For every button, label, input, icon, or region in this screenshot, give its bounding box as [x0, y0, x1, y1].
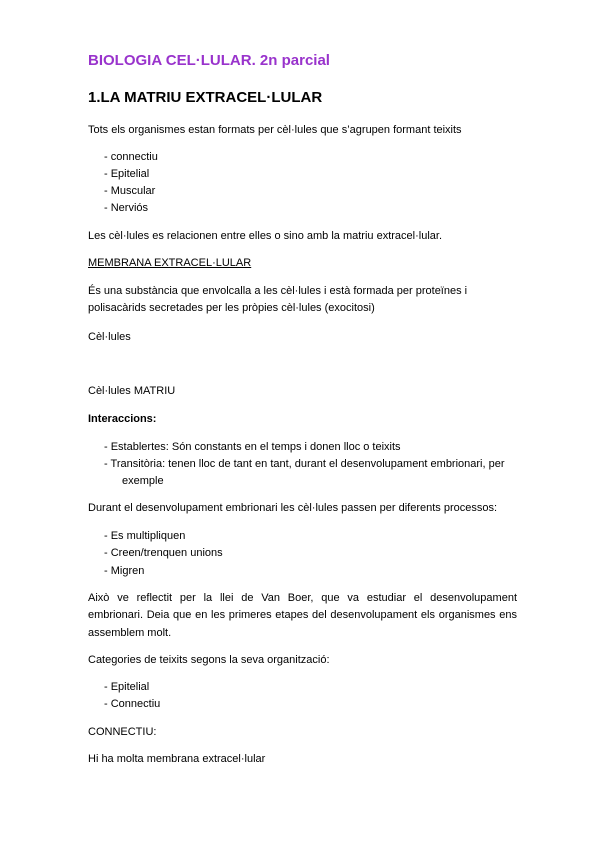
- intro-paragraph: Tots els organismes estan formats per cèl·lules que s’agrupen formant teixits: [88, 124, 462, 136]
- relation-paragraph: Les cèl·lules es relacionen entre elles o sino amb la matriu extracel·lular.: [88, 230, 443, 242]
- membrane-paragraph-line: És una substància que envolcalla a les cèl·lules i està formada per proteïnes i: [88, 285, 468, 297]
- list-item: - Transitòria: tenen lloc de tant en tant, durant el desenvolupament embrionari, per: [104, 458, 505, 470]
- list-item: - connectiu: [104, 151, 158, 163]
- section-title: 1.LA MATRIU EXTRACEL·LULAR: [88, 89, 323, 106]
- list-item: - Connectiu: [104, 698, 161, 710]
- list-item: - Creen/trenquen unions: [104, 547, 223, 559]
- list-item: - Epitelial: [104, 681, 150, 693]
- connective-heading: CONNECTIU:: [88, 726, 157, 738]
- list-item: - Migren: [104, 565, 145, 577]
- categories-paragraph: Categories de teixits segons la seva organització:: [88, 654, 330, 666]
- cells-label: Cèl·lules: [88, 331, 131, 343]
- membrane-paragraph-line: polisacàrids secretades per les pròpies cèl·lules (exocitosi): [88, 302, 375, 314]
- van-boer-paragraph-line: assemblem molt.: [88, 627, 172, 639]
- connective-paragraph: Hi ha molta membrana extracel·lular: [88, 753, 266, 765]
- list-item: - Muscular: [104, 185, 156, 197]
- development-paragraph: Durant el desenvolupament embrionari les cèl·lules passen per diferents processos:: [88, 502, 498, 514]
- list-item: - Nerviós: [104, 202, 149, 214]
- interactions-heading: Interaccions:: [88, 413, 157, 425]
- membrane-heading: MEMBRANA EXTRACEL·LULAR: [88, 257, 252, 269]
- van-boer-paragraph-line: embrionari. Deia que en les primeres etapes del desenvolupament els organismes ens: [88, 609, 517, 621]
- list-item-continuation: exemple: [122, 475, 164, 487]
- course-title: BIOLOGIA CEL·LULAR. 2n parcial: [88, 52, 330, 69]
- list-item: - Es multipliquen: [104, 530, 186, 542]
- list-item: - Establertes: Són constants en el temps i donen lloc o teixits: [104, 441, 401, 453]
- cells-matrix-label: Cèl·lules MATRIU: [88, 385, 176, 397]
- van-boer-paragraph-line: Això ve reflectit per la llei de Van Boer, que va estudiar el desenvolupament: [88, 592, 517, 604]
- list-item: - Epitelial: [104, 168, 150, 180]
